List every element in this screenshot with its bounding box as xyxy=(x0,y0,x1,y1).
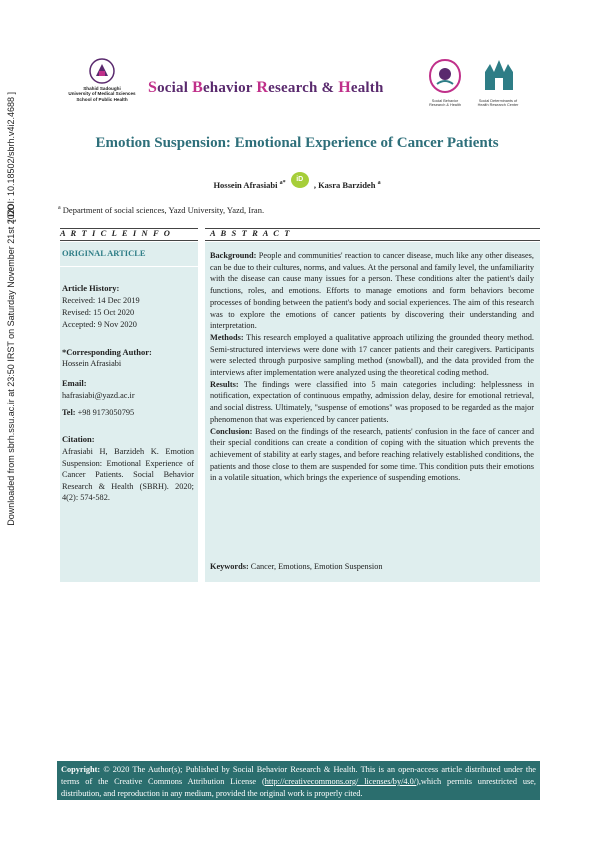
journal-title: Social Behavior Research & Health xyxy=(148,79,384,96)
abstract-conclusion: Conclusion: Based on the findings of the research, patients' confusion in the face of cancer and their special conditions can create a condition of coping with the situation which prevents the achievement of stability at early stages, and before reaching relatively established conditions, the patients and those close to them are suspended for some time. This condition puts their emotions in a volatile situation, which brings the experience of suspending emotions. xyxy=(210,426,534,483)
doi-note: [ DOI: 10.18502/sbrh.v4i2.4688 ] xyxy=(6,91,16,223)
university-logo-text: Shahid Sadoughi University of Medical Sciences School of Public Health xyxy=(68,86,136,102)
divider xyxy=(60,240,198,241)
accepted-date: Accepted: 9 Nov 2020 xyxy=(62,320,137,329)
revised-date: Revised: 15 Oct 2020 xyxy=(62,308,135,317)
author-name: Hossein Afrasiabi xyxy=(213,179,278,190)
divider xyxy=(205,240,540,241)
abstract-methods: Methods: This research employed a qualitative approach utilizing the grounded theory method. Semi-structured interviews were done with 17 cancer patients and their caregivers. Participants were selected through purposive sampling method (snowball), and the data provided from the interviews after implementation were analyzed using the theoretical coding method. xyxy=(210,332,534,378)
corresponding-name: Hossein Afrasiabi xyxy=(62,359,122,368)
download-note: Downloaded from sbrh.ssu.ac.ir at 23:50 IRST on Saturday November 21st 2020 xyxy=(6,204,16,526)
abstract-results: Results: The findings were classified into 5 main categories including: helplessness in notification, expectation of continuous empathy, admission delay, desire for emotional retrieval, and social distress. Ultimately, "suspense of emotions" was proposed to be regarded as the major phenomenon that was experienced by cancer patients. xyxy=(210,379,534,424)
citation-text: Afrasiabi H, Barzideh K. Emotion Suspension: Emotional Experience of Cancer Patients. Social Behavior Research & Health (SBRH). 2020; 4(2): 574-582. xyxy=(62,447,194,503)
abstract-background: Background: People and communities' reaction to cancer disease, much like any other diseases, can be due to their cultures, norms, and values. At the personal and family level, the unfamiliarity with the disease can cause many issues for a person. These conditions alter the patient's daily functions, roles, and emotions. Efforts to manage emotions and form behaviors become processes of bonding between the patient's body and social experiences. The aim of this research was to explore the emotions of cancer patients by discovering their understanding and interpretation. xyxy=(210,251,534,331)
article-type: ORIGINAL ARTICLE xyxy=(62,248,146,258)
research-center-logo-text: Social Determinants of Health Research Center xyxy=(477,99,519,108)
email-link[interactable]: hafrasiabi@yazd.ac.ir xyxy=(62,391,135,400)
email-label: Email: xyxy=(62,378,87,388)
citation-label: Citation: xyxy=(62,434,95,444)
license-link[interactable]: http://creativecommons.org/ licenses/by/4.0/ xyxy=(264,776,417,786)
journal-logo-icon xyxy=(428,58,462,94)
journal-logo-text: Social Behavior Research & Health xyxy=(429,99,461,108)
abstract-body xyxy=(210,250,534,484)
keywords: Keywords: Cancer, Emotions, Emotion Suspension xyxy=(210,562,383,571)
research-center-logo-icon xyxy=(482,56,516,92)
abstract-heading: A B S T R A C T xyxy=(210,228,292,238)
corresponding-label: *Corresponding Author: xyxy=(62,347,152,357)
author-superscript: a* xyxy=(279,180,286,187)
history-label: Article History: xyxy=(62,283,120,293)
author-superscript: a xyxy=(377,180,381,187)
received-date: Received: 14 Dec 2019 xyxy=(62,296,140,305)
article-info-heading: A R T I C L E I N F O xyxy=(60,228,172,238)
university-logo-icon xyxy=(88,58,116,84)
divider xyxy=(60,266,198,267)
tel-line: Tel: +98 9173050795 xyxy=(62,408,135,417)
orcid-icon[interactable]: iD xyxy=(291,172,309,188)
affiliation: $^a$ Department of social sciences, Yazd University, Yazd, Iran. xyxy=(58,205,265,215)
authors xyxy=(60,178,534,194)
copyright-text: Copyright: © 2020 The Author(s); Published by Social Behavior Research & Health. This is an open-access article distributed under the terms of the Creative Commons Attribution License (http://creativecommons.org/ licenses/by/4.0/),which permits unrestricted use, distribution, and reproduction in any medium, provided the original work is properly cited. xyxy=(61,765,536,798)
article-title: Emotion Suspension: Emotional Experience of Cancer Patients xyxy=(95,135,499,151)
author-name: , Kasra Barzideh xyxy=(313,179,376,190)
